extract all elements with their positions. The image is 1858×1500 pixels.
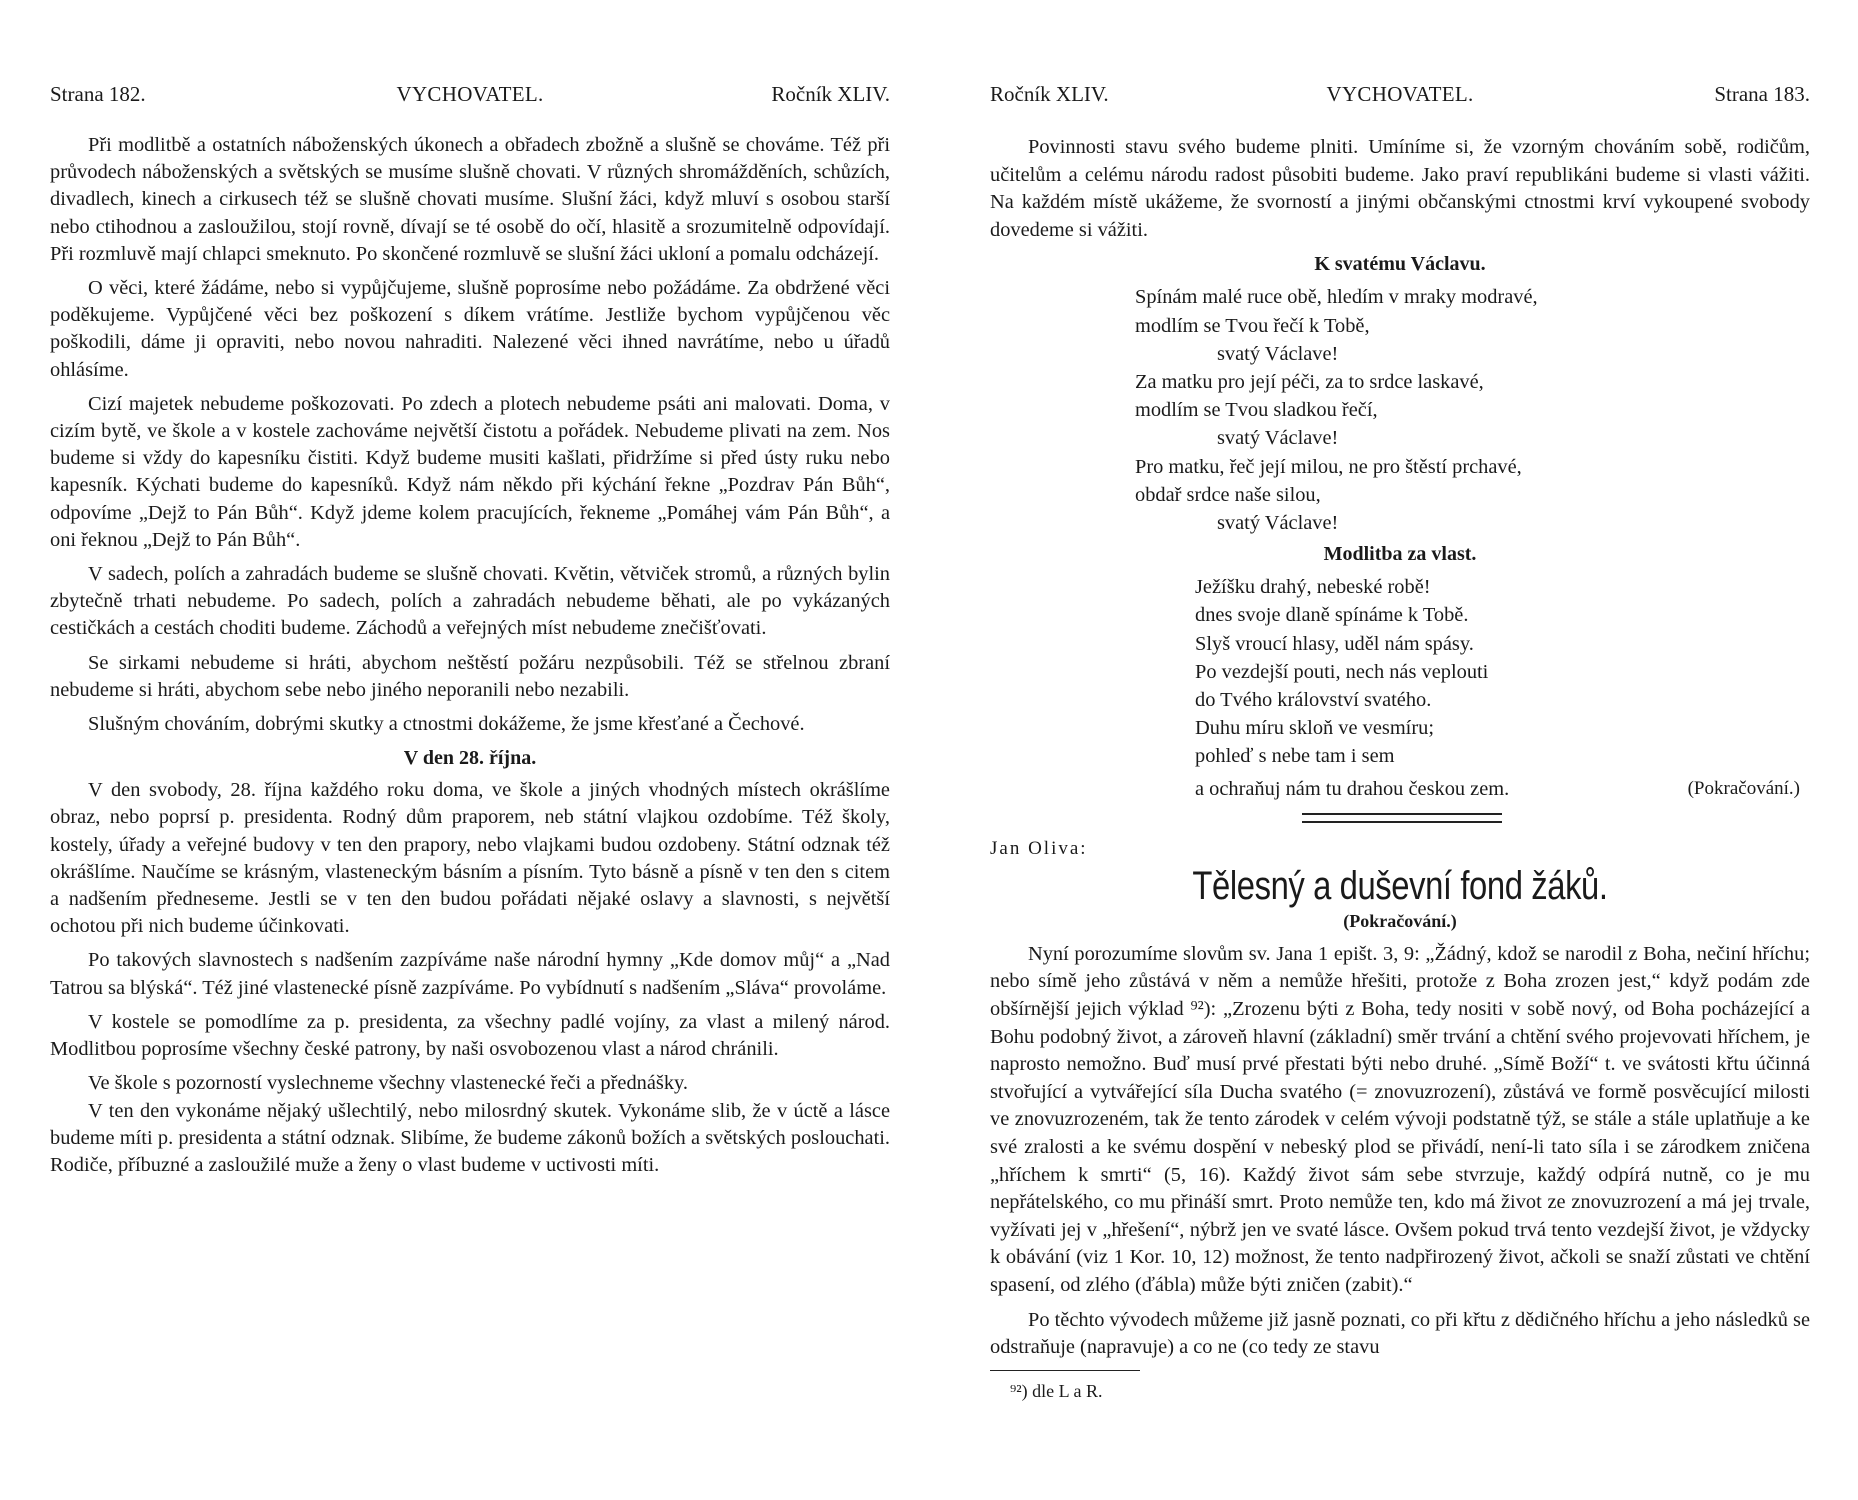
paragraph: Povinnosti stavu svého budeme plniti. Umíníme si, že vzorným chováním sobě, rodičům, učitelům a celému národu radost působiti budeme. Jako praví republikáni budeme si vlasti vážiti. Na každém místě ukážeme, že svorností a jinými občanskými ctnostmi krví vykoupené svobody dovedeme si vážiti. [990, 136, 1810, 241]
poem-title: Modlitba za vlast. [1323, 543, 1477, 566]
poem-line: a ochraňuj nám tu drahou českou zem. [1195, 777, 1510, 800]
poem-line: Slyš vroucí hlasy, uděl nám spásy. [1195, 632, 1474, 655]
paragraph: Slušným chováním, dobrými skutky a ctnostmi dokážeme, že jsme křesťané a Čechové. [88, 713, 805, 736]
poem-title: K svatému Václavu. [1314, 253, 1486, 276]
poem-line: svatý Václave! [1217, 342, 1339, 365]
poem-k-svatemu-vaclavu [1135, 283, 1810, 537]
paragraph: V den svobody, 28. října každého roku doma, ve škole a jiných vhodných místech okrášlíme obraz, nebo poprsí p. presidenta. Rodný dům praporem, neb státní vlajkou ozdobíme. Též školy, kostely, úřady a veřejné budovy v ten den prapory, nebo vlajkami budou ozdobeny. Státní odznak též okrášlíme. Naučíme se krásným, vlasteneckým básním a písním. Tyto básně a písně v ten den s citem a nadšením přednesеme. Jestli se v ten den budou pořádati nějaké oslavy a slavnosti, s největší ochotou při nich budeme účinkovati. [50, 779, 890, 938]
poem-last-row [1195, 775, 1810, 803]
article-title: Tělesný a duševní fond žáků. [1192, 863, 1608, 908]
paragraph: Nyní porozumíme slovům sv. Jana 1 epišt. 3, 9: „Žádný, kdož se narodil z Boha, nečiní hříchu; nebo símě jeho zůstává v něm a nemůže hřešiti, protože z Boha zrozen jest,“ když podám zde obšírnější jejich výklad ⁹²): „Zrozenu býti z Boha, tedy nositi v sobě nový, od Boha pocházející a Bohu podobný život, a zároveň hlavní (základní) směr trvání a chtění svého projevovati hříchem, je naprosto nemožno. Buď musí prvé přestati býti nebo druhé. „Símě Boží“ t. ve svátosti křtu účinná stvořující a vytvářející síla Ducha svatého (= znovuzrození), zůstává ve formě posvěcující milosti ve znovuzrozeném, tak že tento zárodek v celém vývoji podstatně týž, se stále a stále uplatňuje a ke své zralosti a ke svému dospění v nebeský plod se přivádí, není-li tato síla i se zárodkem zničena „hříchem k smrti“ (5, 16). Každý život sám sebe stvrzuje, každý odpírá nutně, co je mu nepřátelského, co mu přináší smrt. Proto nemůže ten, kdo má život ze znovuzrození a má jej trvale, vyžívati jej v „hřešení“, nýbrž jen ve svaté lásce. Ovšem pokud trvá tento vezdejší život, je vždycky k obávání (viz 1 Kor. 10, 12) možnost, že tento nadpřirozený život, ačkoli se snaží zůstati ve chtění spasení, od zlého (ďábla) může býti zničen (zabit).“ [990, 942, 1810, 1296]
footnote: ⁹²) dle L a R. [1010, 1380, 1103, 1401]
poem-line: pohleď s nebe tam i sem [1195, 745, 1395, 768]
poem-line: Spínám malé ruce obě, hledím v mraky modravé, [1135, 286, 1538, 309]
poem-line: Po vezdejší pouti, nech nás veplouti [1195, 660, 1489, 683]
paragraph: Při modlitbě a ostatních náboženských úkonech a obřadech zbožně a slušně se chováme. Též při průvodech náboženských a světských se musíme slušně chovati. V různých shromážděních, schůzích, divadlech, kinech a cirkusech též se slušně chovati musíme. Slušní žáci, když mluví s osobou starší nebo ctihodnou a zasloužilou, stojí rovně, dívají se té osobě do očí, hlasitě a srozumitelně odpovídají. Při rozmluvě mají chlapci smeknuto. Po skončené rozmluvě se slušní žáci ukloní a pomalu odcházejí. [50, 134, 890, 265]
poem-line: Duhu míru skloň ve vesmíru; [1195, 717, 1435, 740]
poem-line: Pro matku, řeč její milou, ne pro štěstí prchavé, [1135, 455, 1522, 478]
paragraph: Se sirkami nebudeme si hráti, abychom neštěstí požáru nezpůsobili. Též se střelnou zbraní nebudeme si hráti, abychom sebe nebo jiného neporanili nebo nezabili. [50, 651, 890, 701]
poem-line: svatý Václave! [1217, 427, 1339, 450]
paragraph: V ten den vykonáme nějaký ušlechtilý, nebo milosrdný skutek. Vykonáme slib, že v úctě a lásce budeme míti p. presidenta a státní odznak. Slibíme, že budeme zákonů božích a světských poslouchati. Rodiče, příbuzné a zasloužilé muže a ženy o vlast budeme v uctivosti míti. [50, 1099, 890, 1176]
poem-line: modlím se Tvou řečí k Tobě, [1135, 314, 1370, 337]
article-author: Jan Oliva: [990, 837, 1088, 859]
journal-title: VYCHOVATEL. [1326, 82, 1474, 106]
poem-line: svatý Václave! [1217, 512, 1339, 534]
volume-label: Ročník XLIV. [771, 82, 890, 106]
poem-line: Ježíšku drahý, nebeské robě! [1195, 576, 1431, 599]
page-number: Strana 182. [50, 82, 146, 106]
journal-title: VYCHOVATEL. [396, 82, 544, 106]
poem-modlitba-za-vlast [1195, 573, 1810, 770]
paragraph: O věci, které žádáme, nebo si vypůjčujeme, slušně poprosíme nebo požádáme. Za obdržené věci poděkujeme. Vypůjčené věci bez poškození s díkem vrátíme. Jestliže bychom vypůjčenou věc poškodili, dáme ji opraviti, nebo novou nahraditi. Nalezené věci ihned navrátíme, nebo u úřadů ohlásíme. [50, 277, 890, 381]
continuation-note: (Pokračování.) [1687, 777, 1800, 799]
page-number: Strana 183. [1714, 82, 1810, 106]
left-page-body [50, 132, 890, 1186]
paragraph: V sadech, polích a zahradách budeme se slušně chovati. Květin, větviček stromů, a různých bylin zbytečně trhati nebudeme. Po sadech, polích a zahradách nebudeme běhati, ale po vykázaných cestičkách a cestách choditi budeme. Záchodů a veřejných míst nebudeme znečišťovati. [50, 563, 890, 640]
paragraph: Po těchto vývodech můžeme již jasně poznati, co při křtu z dědičného hříchu a jeho následků se odstraňuje (napravuje) a co ne (co tedy ze stavu [990, 1308, 1810, 1359]
poem-line: obdař srdce naše silou, [1135, 483, 1321, 506]
right-page-header [990, 82, 1810, 112]
paragraph: V kostele se pomodlíme za p. presidenta, za všechny padlé vojíny, za vlast a milený národ. Modlitbou poprosíme všechny české patrony, by naši osvobozenou vlast a národ chránili. [50, 1010, 890, 1061]
left-page-header [50, 82, 890, 112]
paragraph: Ve škole s pozorností vyslechneme všechny vlastenecké řeči a přednášky. [88, 1072, 688, 1095]
right-page-body [990, 134, 1810, 1403]
poem-line: modlím se Tvou sladkou řečí, [1135, 399, 1378, 422]
poem-line: dnes svoje dlaně spínáme k Tobě. [1195, 604, 1469, 627]
paragraph: Cizí majetek nebudeme poškozovati. Po zdech a plotech nebudeme psáti ani malovati. Doma, v cizím bytě, ve škole a v kostele zachováme největší čistotu a pořádek. Nebudeme plivati na zem. Nos budeme si vždy do kapesníku čistiti. Když budeme musiti kašlati, přidržíme si před ústy ruku nebo kapesník. Kýchati budeme do kapesníků. Když nám někdo při kýchání řekne „Pozdrav Pán Bůh“, odpovíme „Dejž to Pán Bůh“. Když jdeme kolem pracujících, řekneme „Pomáhej vám Pán Bůh“, a oni řeknou „Dejž to Pán Bůh“. [50, 392, 890, 551]
section-heading: V den 28. října. [403, 747, 537, 770]
section-divider [1302, 813, 1502, 823]
poem-line: Za matku pro její péči, za to srdce laskavé, [1135, 370, 1484, 393]
volume-label: Ročník XLIV. [990, 82, 1109, 106]
poem-line: do Tvého království svatého. [1195, 689, 1432, 712]
article-subtitle: (Pokračování.) [1343, 910, 1457, 931]
footnote-rule [990, 1370, 1140, 1371]
paragraph: Po takových slavnostech s nadšením zazpíváme naše národní hymny „Kde domov můj“ a „Nad Tatrou sa blýská“. Též jiné vlastenecké písně zazpíváme. Po vybídnutí s nadšením „Sláva“ provoláme. [50, 949, 890, 999]
